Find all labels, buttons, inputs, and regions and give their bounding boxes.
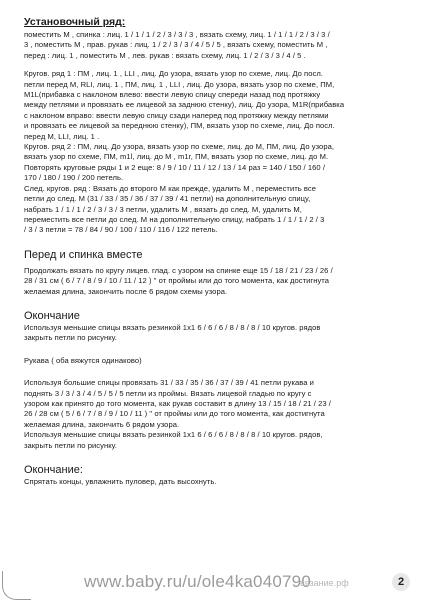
finish-heading: Окончание <box>24 309 80 322</box>
setup-line: перед : лиц. 1 , поместить М , лев. рукав : вязать схему, лиц. 1 / 2 / 3 / 3 / 4 / 5 . <box>24 50 306 60</box>
rounds-line: перед М, LLI, лиц. 1 . <box>24 131 100 141</box>
watermark-site: вязание.рф <box>300 578 349 588</box>
sleeves-line: желаемая длина, закончить 6 рядом узора. <box>24 419 180 429</box>
front-back-line: 28 / 31 см ( 6 / 7 / 8 / 9 / 10 / 11 / 12 ) " от проймы или до того момента, как достигнута <box>24 276 330 286</box>
end-heading: Окончание: <box>24 464 83 476</box>
rounds-line: вязать узор по схеме, ПМ, m1l, лиц. до М , m1r, ПМ, вязать узор по схеме, лиц. до М. <box>24 152 329 162</box>
sleeves-line: 26 / 28 см ( 5 / 6 / 7 / 8 / 9 / 10 / 11 ) " от проймы или до того момента, как достигнута <box>24 409 325 419</box>
sleeves-line: Используя большие спицы провязать 31 / 33 / 35 / 36 / 37 / 39 / 41 петли рукава и <box>24 378 314 388</box>
rounds-line: петли до след. М (31 / 33 / 35 / 36 / 37 / 39 / 41 петли) на дополнительную спицу, <box>24 194 311 204</box>
rounds-line: M1L(прибавка с наклоном влево: ввести левую спицу спереди назад под протяжку <box>24 90 321 100</box>
rounds-line: 170 / 180 / 190 / 200 петель. <box>24 173 124 183</box>
rounds-line: Кругов. ряд 1 : ПМ , лиц. 1 , LLI , лиц. До узора, вязать узор по схеме, лиц. До посл. <box>24 69 323 79</box>
sleeves-line: закрыть петли по рисунку. <box>24 440 117 450</box>
sleeves-line: поднять 3 / 3 / 3 / 4 / 5 / 5 / 5 петли из проймы. Вязать лицевой гладью по кругу с <box>24 388 312 398</box>
sleeves-heading: Рукава ( оба вяжутся одинаково) <box>24 355 142 365</box>
sleeves-line: Используя меньшие спицы вязать резинкой 1х1 6 / 6 / 6 / 8 / 8 / 8 / 10 кругов. рядов, <box>24 430 323 440</box>
end-block <box>24 477 409 487</box>
front-back-line: Продолжать вязать по кругу лицев. глад. с узором на спинке еще 15 / 18 / 21 / 23 / 26 / <box>24 265 333 275</box>
front-back-heading: Перед и спинка вместе <box>24 248 143 261</box>
rounds-line: Повторять круговые ряды 1 и 2 еще: 8 / 9 / 10 / 11 / 12 / 13 / 14 раз = 140 / 150 / 160 / <box>24 162 325 172</box>
rounds-line: набрать 1 / 1 / 1 / 2 / 3 / 3 / 3 петли, удалить М , вязать до след. М, удалить М, <box>24 204 302 214</box>
sleeves-line: узором как принято до того момента, как рукав составит в длину 13 / 15 / 18 / 21 / 23 / <box>24 398 331 408</box>
finish-line: Используя меньшие спицы вязать резинкой 1х1 6 / 6 / 6 / 8 / 8 / 8 / 10 кругов. рядов <box>24 322 321 332</box>
front-back-line: желаемая длина, закончить после 6 рядом схемы узора. <box>24 286 228 296</box>
front-back-block <box>24 266 409 297</box>
rounds-line: След. кругов. ряд : Вязать до второго М как прежде, удалить М , переместить все <box>24 183 317 193</box>
rounds-line: переместить все петли до след. М на дополнительную спицу, набрать 1 / 1 / 1 / 2 / 3 <box>24 214 325 224</box>
rounds-line: с наклоном вправо: ввести левую спицу сзади наперед под протяжку между петлями <box>24 110 329 120</box>
watermark-url: www.baby.ru/u/ole4ka040790 <box>84 572 311 591</box>
document-body <box>24 16 409 487</box>
rounds-line: Кругов. ряд 2 : ПМ, лиц. До узора, вязать узор по схеме, лиц. до М, ПМ, лиц. До узора, <box>24 142 335 152</box>
rounds-line: петли перед М, RLI, лиц. 1 , ПМ, лиц. 1 , LLI , лиц. До узора, вязать узор по схеме, ПМ, <box>24 79 335 89</box>
page-number: 2 <box>392 573 410 591</box>
setup-heading: Установочный ряд: <box>24 16 126 28</box>
rounds-line: и провязать ее лицевой за переднюю стенку), ПМ, вязать узор по схеме, лиц. До посл. <box>24 121 335 131</box>
finish-line: закрыть петли по рисунку. <box>24 333 117 343</box>
sleeves-block <box>24 378 409 451</box>
corner-decoration <box>2 571 31 600</box>
rounds-line: / 3 / 3 петли = 78 / 84 / 90 / 100 / 110 / 116 / 122 петель. <box>24 225 218 235</box>
end-line: Спрятать концы, увлажнить пуловер, дать высохнуть. <box>24 477 217 486</box>
rounds-block <box>24 69 409 236</box>
setup-line: поместить М , спинка : лиц. 1 / 1 / 1 / 2 / 3 / 3 / 3 , вязать схему, лиц. 1 / 1 / 1 / 2 / 3 / 3 / <box>24 30 330 39</box>
setup-line: 3 , поместить М , прав. рукав : лиц. 1 / 2 / 3 / 3 / 4 / 5 / 5 , вязать схему, поместить М , <box>24 40 328 50</box>
rounds-line: между петлями и провязать ее лицевой за заднюю стенку), лиц. До узора, M1R(прибавка <box>24 100 345 110</box>
finish-block <box>24 323 409 344</box>
